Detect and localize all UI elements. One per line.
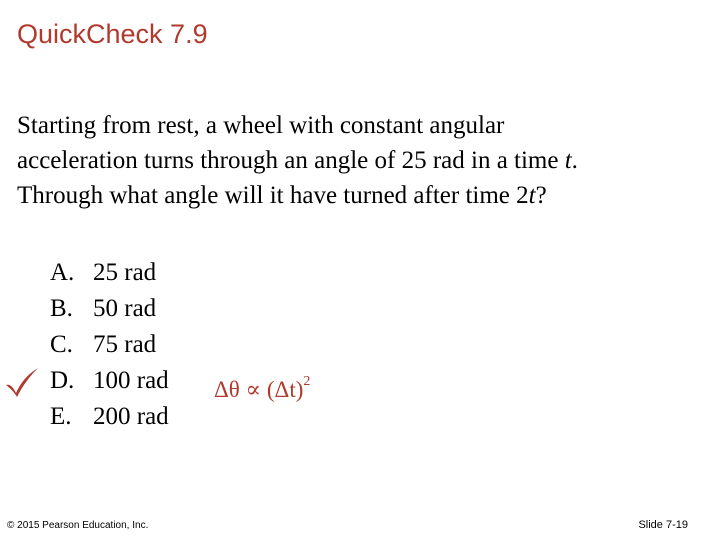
option-a [50, 255, 250, 291]
question-line-3-text: Through what angle will it have turned after time 2 [17, 182, 529, 209]
time-variable: t [564, 147, 572, 174]
checkmark-icon [4, 366, 40, 398]
question-line-2-end: . [571, 147, 578, 174]
option-letter: C. [50, 331, 73, 358]
question-line-3 [17, 178, 707, 213]
question-line-2-text: acceleration turns through an angle of 25 rad in a time [17, 147, 565, 174]
slide-number: Slide 7-19 [638, 519, 688, 531]
formula [214, 364, 310, 408]
option-text: 75 rad [93, 331, 157, 358]
question-line-2 [17, 143, 707, 178]
copyright: © 2015 Pearson Education, Inc. [7, 520, 149, 531]
option-text: 25 rad [93, 259, 157, 286]
question-text [17, 108, 707, 213]
option-text: 50 rad [93, 295, 157, 322]
option-letter: D. [50, 367, 75, 394]
option-letter: B. [50, 295, 73, 322]
slide-title: QuickCheck 7.9 [17, 19, 208, 49]
option-letter: E. [50, 403, 72, 430]
formula-main: Δθ ∝ (Δt) [214, 377, 304, 402]
option-c [50, 327, 250, 363]
time-variable-2: t [528, 182, 536, 209]
option-text: 100 rad [93, 367, 169, 394]
option-letter: A. [50, 259, 75, 286]
option-b [50, 291, 250, 327]
question-line-3-end: ? [535, 182, 547, 209]
answer-options [50, 255, 250, 435]
question-line-1: Starting from rest, a wheel with constant angular [17, 112, 505, 139]
option-text: 200 rad [93, 403, 169, 430]
formula-exponent: 2 [303, 374, 311, 389]
